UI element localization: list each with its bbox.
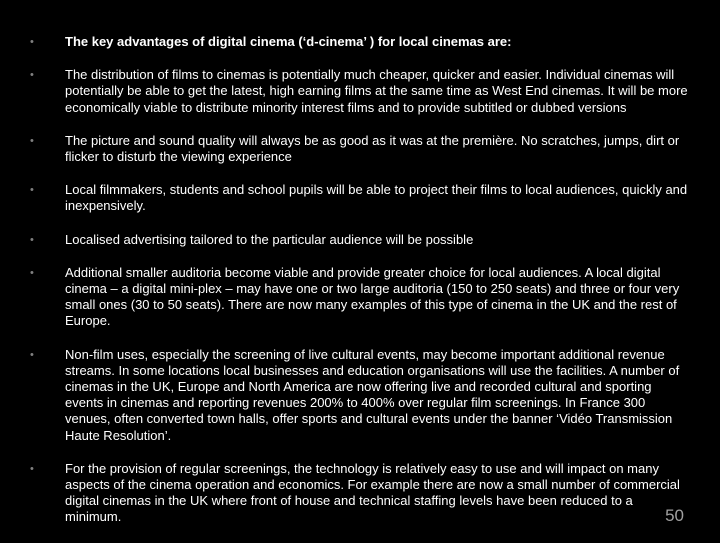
bullet-text: Local filmmakers, students and school pupils will be able to project their films to local audiences, quickly and inexpensively. bbox=[65, 182, 688, 214]
bullet-dot: • bbox=[30, 348, 34, 361]
bullet-heading bbox=[30, 34, 690, 50]
bullet-text: Non-film uses, especially the screening of live cultural events, may become important additional revenue streams. In some locations local businesses and education organisations will use the facilities. A number of cinemas in the UK, Europe and North America are now offering live and recorded cultural and sporting events in cinemas and reporting revenues 200% to 400% over regular film screenings. In France 300 venues, often converted town halls, offer sports and cultural events under the banner ‘Vidéo Transmission Haute Resolution’. bbox=[65, 346, 680, 443]
bullet-item bbox=[30, 133, 690, 165]
bullet-item bbox=[30, 461, 690, 526]
bullet-dot: • bbox=[30, 266, 34, 279]
bullet-text: Additional smaller auditoria become viable and provide greater choice for local audiences. A local digital cinema – a digital mini-plex – may have one or two large auditoria (150 to 250 seats) and three or four very small ones (30 to 50 seats). There are now many examples of this type of cinema in the UK and the rest of Europe. bbox=[65, 264, 680, 329]
page-number: 50 bbox=[665, 506, 684, 525]
bullet-item bbox=[30, 265, 690, 330]
bullet-dot: • bbox=[30, 184, 34, 197]
bullet-dot: • bbox=[30, 233, 34, 246]
bullet-dot: • bbox=[30, 36, 34, 48]
bullet-item bbox=[30, 67, 690, 116]
heading-text: The key advantages of digital cinema (‘d-cinema’ ) for local cinemas are: bbox=[65, 34, 512, 49]
bullet-item bbox=[30, 347, 690, 444]
bullet-text: For the provision of regular screenings, the technology is relatively easy to use and will impact on many aspects of the cinema operation and economics. For example there are now a small number of commercial digital cinemas in the UK where front of house and technical staffing levels have been reduced to a minimum. bbox=[65, 460, 680, 525]
bullet-dot: • bbox=[30, 462, 34, 475]
bullet-item bbox=[30, 232, 690, 248]
bullet-text: The distribution of films to cinemas is potentially much cheaper, quicker and easier. Individual cinemas will potentially be able to get the latest, high earning films at the same time as West End cinemas. It will be more economically viable to distribute minority interest films and to provide subtitled or dubbed versions bbox=[65, 67, 688, 115]
bullet-item bbox=[30, 182, 690, 214]
bullet-list bbox=[30, 34, 690, 543]
bullet-text: Localised advertising tailored to the particular audience will be possible bbox=[65, 231, 474, 247]
bullet-dot: • bbox=[30, 134, 34, 147]
bullet-text: The picture and sound quality will always be as good as it was at the première. No scratches, jumps, dirt or flicker to disturb the viewing experience bbox=[65, 132, 680, 165]
bullet-dot: • bbox=[30, 69, 34, 82]
